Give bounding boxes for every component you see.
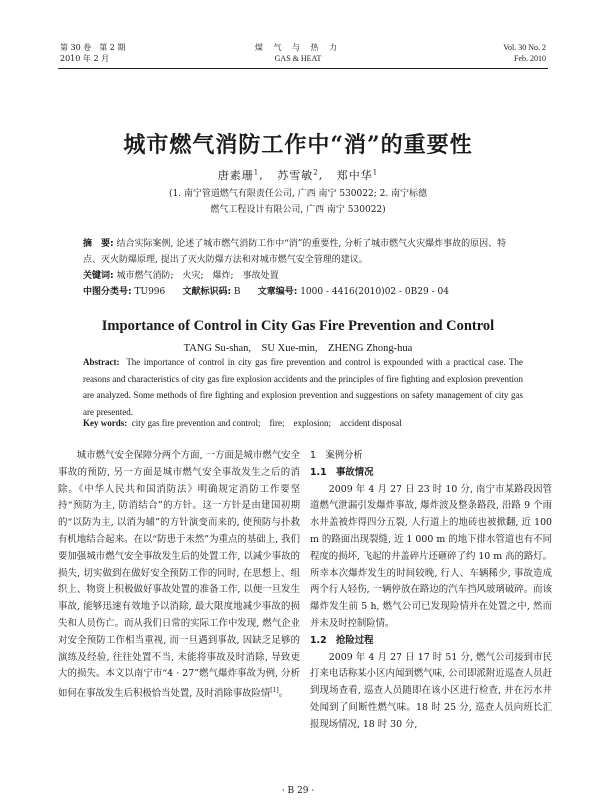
clc-value: TU996	[134, 287, 166, 297]
volume-issue: 第 30 卷 第 2 期	[60, 43, 126, 52]
article-number-value: 1000 - 4416(2010)02 - 0B29 - 04	[300, 287, 449, 297]
author-affil-mark: 2	[313, 168, 319, 177]
body-column-left	[58, 448, 300, 703]
abstract-text-en: The importance of control in city gas fire prevention and control is expounded with a practical case. The reasons and characteristics of city gas fire explosion accidents and the principles of fire fighting and explosion prevention are analyzed. Some methods of fire fighting and explosion prevention and suggestions on safety management of city gas are presented.	[83, 357, 523, 417]
abstract-label-en: Abstract:	[83, 357, 120, 367]
affiliation-line: (1. 南宁管道燃气有限责任公司, 广西 南宁 530022; 2. 南宁标德	[168, 189, 428, 199]
article-number-label: 文章编号:	[257, 287, 298, 297]
clc-label: 中图分类号:	[83, 287, 132, 297]
body-paragraph: 2009 年 4 月 27 日 17 时 51 分, 燃气公司接到市民打来电话称某小区内闻到燃气味, 公司即派附近巡查人员赶到现场查看, 巡查人员随即在该小区进行检查, 并在污水井处闻到了间断性燃气味。18 时 25 分, 巡查人员向班长汇报现场情况, 18 时 30 分,	[310, 651, 552, 730]
author-affil-mark: 1	[372, 168, 379, 177]
keywords-text-en: city gas fire prevention and control; fire; explosion; accident disposal	[131, 418, 402, 428]
section-heading: 1 案例分析	[310, 450, 363, 461]
doc-code-label: 文献标识码:	[182, 287, 232, 297]
doc-code-value: B	[233, 287, 241, 297]
journal-volume-en	[503, 42, 546, 64]
classification-info	[83, 284, 523, 300]
header-rule	[58, 68, 548, 69]
author-list: 唐素珊$^1$, 苏雪敏$^2$, 郑中华$^1$	[217, 168, 379, 182]
abstract-label: 摘 要:	[83, 239, 114, 249]
body-column-right	[310, 448, 552, 734]
paper-title: 城市燃气消防工作中“消”的重要性	[123, 132, 473, 158]
author-affil-mark: 1	[253, 168, 260, 177]
paragraph-end: 。	[278, 688, 289, 700]
author-name: 唐素珊	[217, 169, 254, 182]
journal-name-en: GAS & HEAT	[274, 54, 322, 63]
affiliation-line: 燃气工程设计有限公司, 广西 南宁 530022)	[210, 205, 386, 215]
keywords-label-en: Key words:	[83, 418, 128, 428]
keywords-en	[83, 416, 523, 429]
citation-ref: [1]	[270, 687, 279, 695]
subsection-heading: 1.2 抢险过程	[310, 634, 374, 646]
abstract-en	[83, 354, 523, 420]
author-list-en: TANG Su-shan, SU Xue-min, ZHENG Zhong-hua	[183, 343, 413, 354]
author-name: 苏雪敏	[277, 169, 314, 182]
paragraph-text: 城市燃气安全保障分两个方面, 一方面是城市燃气安全事故的预防, 另一方面是城市燃气安全事故发生之后的消除。《中华人民共和国消防法》明确规定消防工作要坚持“预防为主, 防消结合”的方针。这一方针是由建国初期的“以防为主, 以消为辅”的方针演变而来的, 使预防与扑救有机地结合起来。在以“防患于未然”为重点的基础上, 我们要加强城市燃气安全事故发生后的处置工作, 以减少事故的损失, 切实做到在做好安全预防工作的同时, 在思想上、组织上、物资上积极做好事故处置的准备工作, 以便一旦发生事故, 能够迅速有效地予以消除, 最大限度地减少事故的损失和人员伤亡。而从我们日常的实际工作中发现, 燃气企业对安全预防工作相当重视, 而一旦遇到事故, 因缺乏足够的演练及经验, 往往处置不当, 未能将事故及时消除, 导致更大的损失。本文以南宁市“4 · 27”燃气爆炸事故为例, 分析如何在事故发生后积极恰当处置, 及时消除事故险情	[58, 450, 300, 700]
abstract-cn	[83, 236, 523, 268]
body-paragraph	[58, 448, 300, 703]
keywords-text: 城市燃气消防; 火灾; 爆炸; 事故处置	[116, 271, 279, 281]
subsection-heading: 1.1 事故情况	[310, 466, 374, 478]
paper-title-en: Importance of Control in City Gas Fire Prevention and Control	[101, 318, 495, 334]
author-name: 郑中华	[336, 169, 373, 182]
keywords-label: 关键词:	[83, 271, 114, 281]
volume-issue-en: Vol. 30 No. 2	[503, 43, 546, 52]
journal-name-cn: 煤 气 与 热 力	[254, 43, 342, 52]
page-number: · B 29 ·	[281, 786, 315, 796]
issue-date-en: Feb. 2010	[514, 54, 546, 63]
issue-date: 2010 年 2 月	[60, 54, 110, 63]
keywords-cn	[83, 268, 523, 284]
body-paragraph: 2009 年 4 月 27 日 23 时 10 分, 南宁市某路段因管道燃气泄漏引发爆炸事故, 爆炸波及整条路段, 沿路 9 个雨水井盖被炸得四分五裂, 人行道上的地砖也被掀翻, 近 100 m 的路面出现裂缝, 近 1 000 m 的地下排水管道也有不同程度的损坏, 飞起的井盖碎片还砸碎了约 10 m 高的路灯。所幸本次爆炸发生的时间较晚, 行人、车辆稀少, 事故造成两个行人轻伤, 一辆停放在路边的汽车挡风玻璃破碎。而该爆炸发生前 5 h, 燃气公司已发现险情并在处置之中, 然而并未及时控制险情。	[310, 483, 552, 629]
affiliations	[0, 186, 596, 218]
abstract-text: 结合实际案例, 论述了城市燃气消防工作中“消”的重要性, 分析了城市燃气火灾爆炸事故的原因、特点、灭火防爆原理, 提出了灭火防爆方法和对城市燃气安全管理的建议。	[83, 239, 507, 265]
